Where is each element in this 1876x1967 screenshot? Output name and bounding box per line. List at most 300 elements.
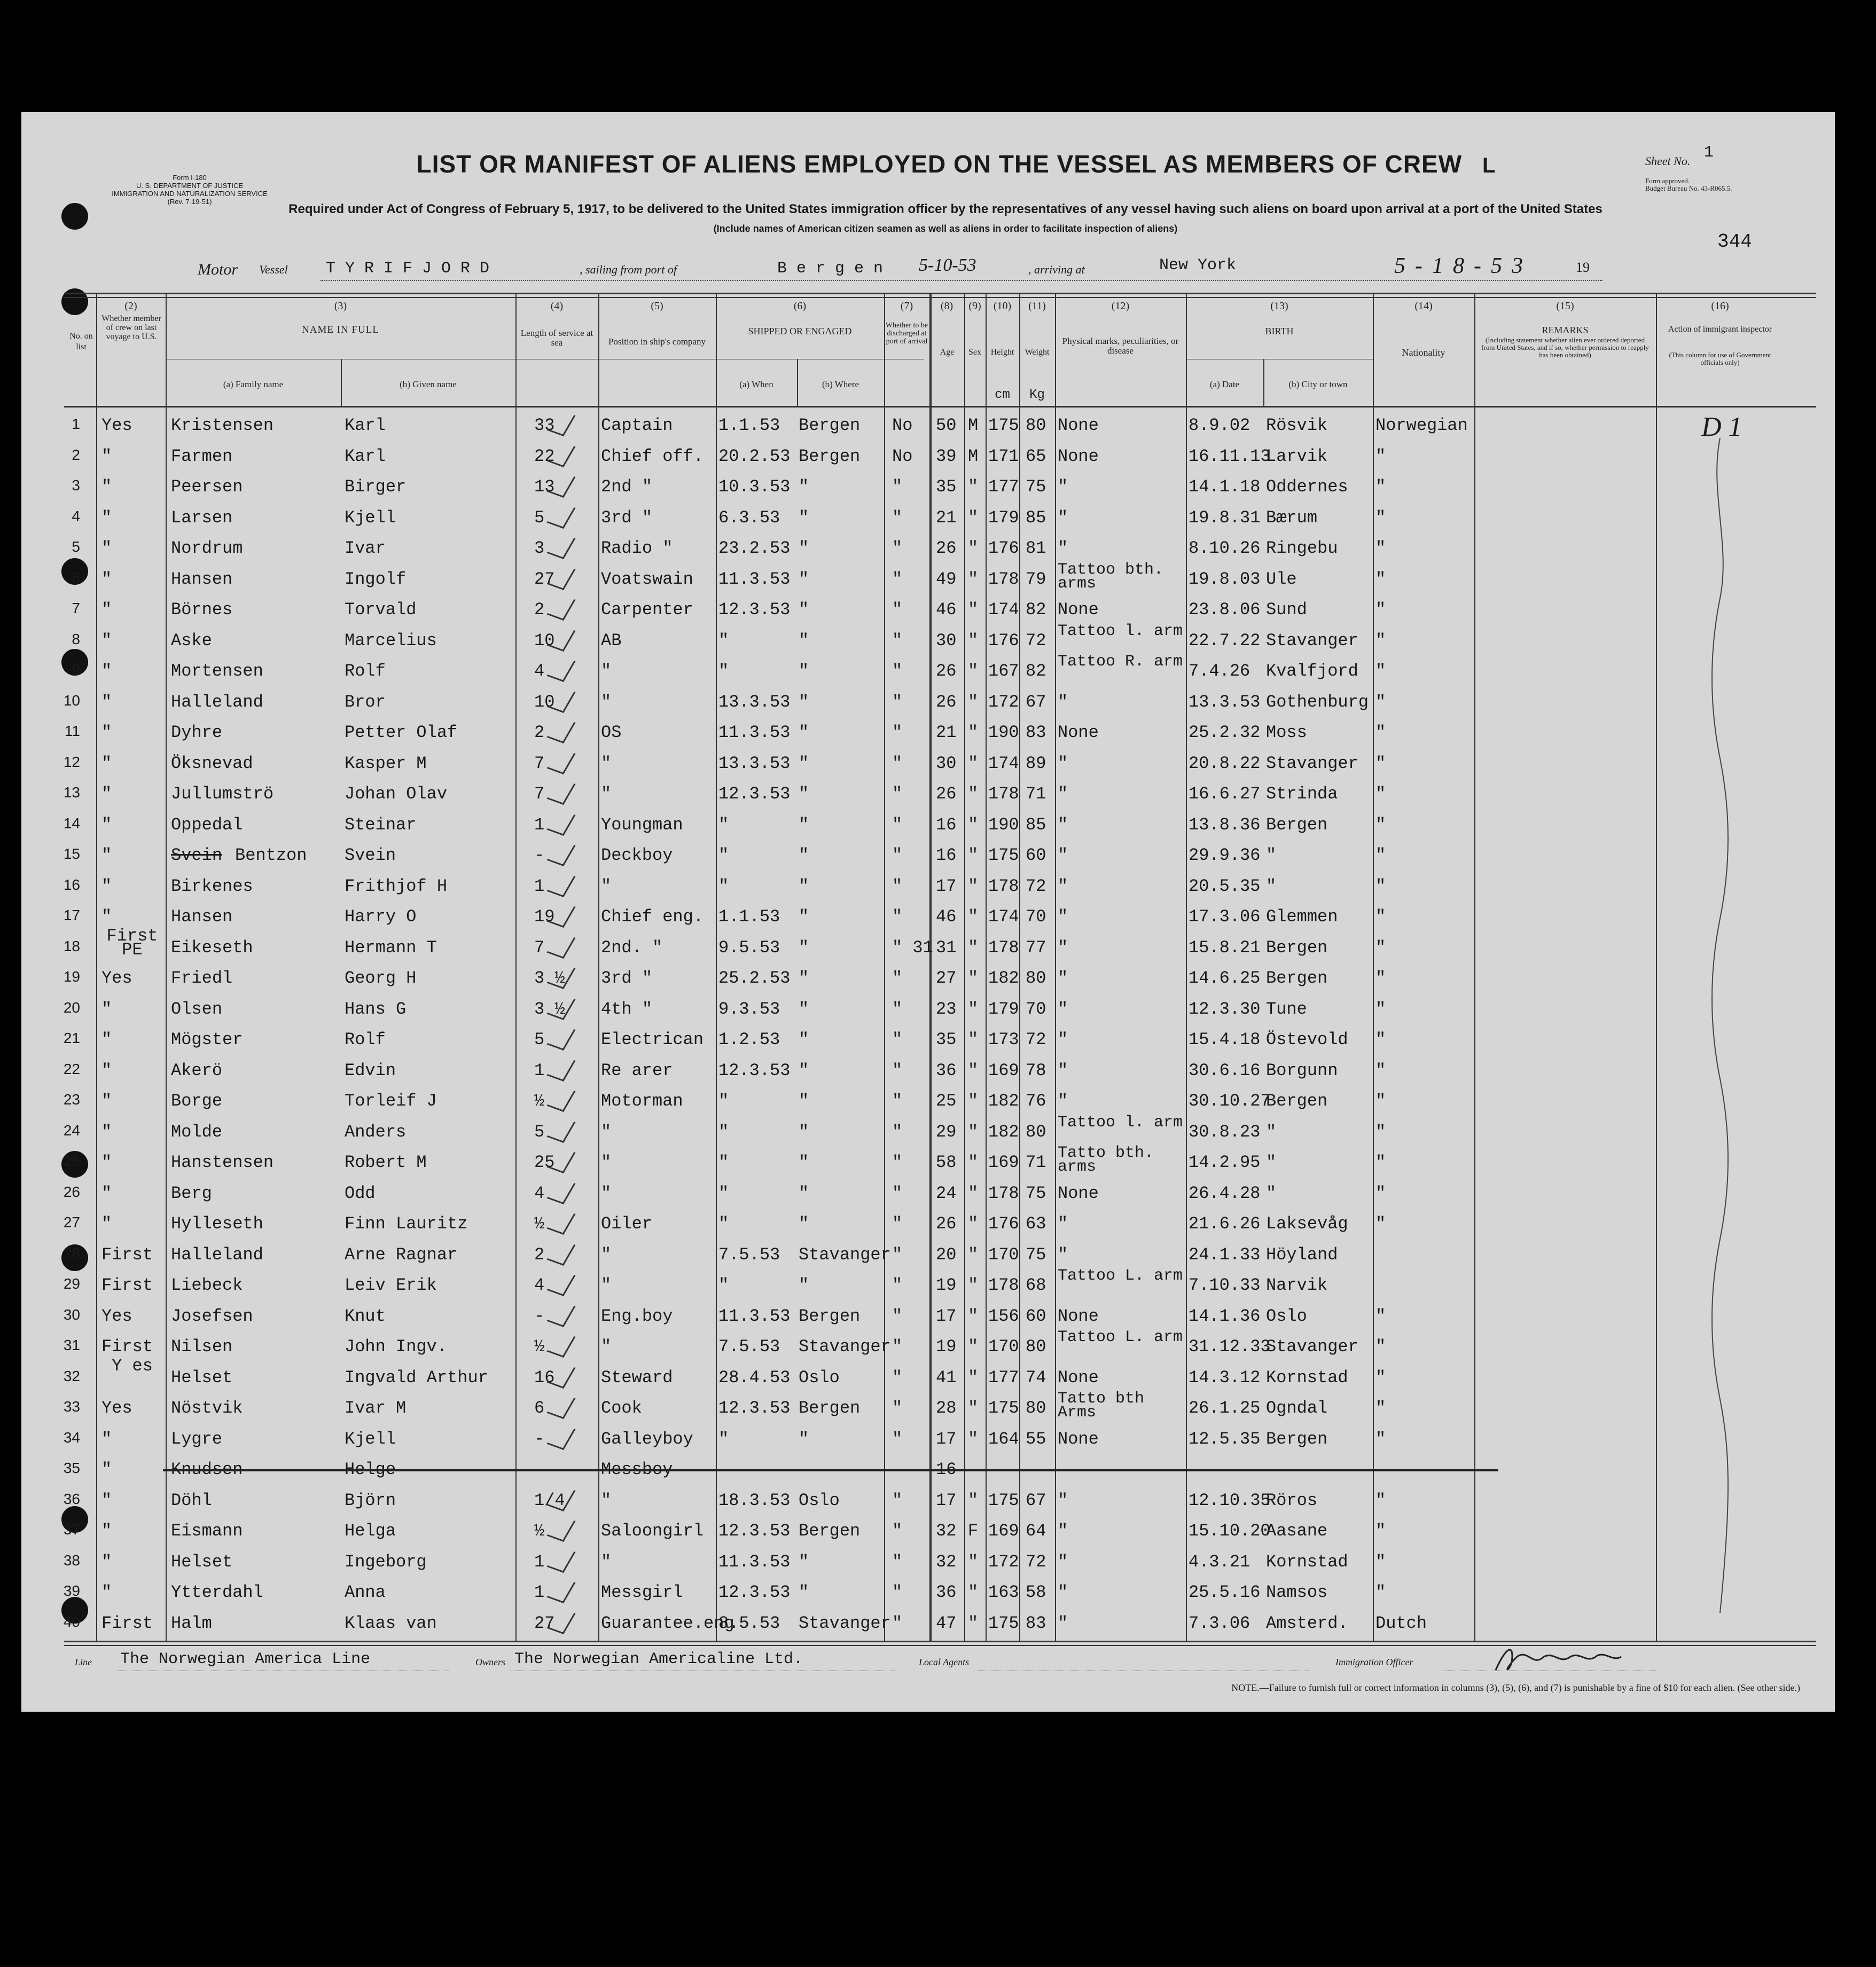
family-name-cell: Nordrum [171,538,243,558]
engaged-where-cell: " [799,1030,809,1049]
last-voyage-cell: " [101,1490,112,1510]
table-row [21,926,1835,964]
header-name: NAME IN FULL [302,324,379,335]
row-number: 6 [72,569,80,586]
age-cell: 27 [936,968,957,988]
discharged-cell: " [892,1183,903,1203]
discharged-cell: " [892,538,903,558]
engaged-where-cell: " [799,907,809,927]
nationality-cell: Dutch [1375,1613,1427,1633]
family-name-cell: Öksnevad [171,753,253,773]
line-label: Line [75,1657,92,1667]
given-name-cell: Ivar M [345,1398,407,1418]
height-cell: 164 [988,1429,1019,1449]
position-cell: " [601,1551,612,1572]
service-length-cell: 33 [534,416,555,435]
row-number: 2 [72,446,80,463]
departure-port: B e r g e n [777,260,884,278]
table-row [21,1025,1835,1056]
engaged-when-cell: 1.1.53 [718,416,780,435]
vessel-underline [321,280,1603,281]
age-cell: 36 [936,1060,957,1080]
sheet-number-field [1645,144,1714,170]
sex-cell: " [968,1613,979,1633]
family-name-cell: Lygre [171,1429,223,1449]
engaged-where-cell: " [799,661,809,681]
engaged-where-cell: " [799,876,809,896]
position-cell: Chief off. [601,446,704,466]
row-number: 4 [72,507,80,524]
physical-marks-cell: " [1058,1490,1068,1510]
birth-date-cell: 14.3.12 [1189,1367,1261,1388]
nationality-cell: " [1375,999,1386,1019]
table-row [21,595,1835,626]
given-name-cell: Kjell [345,507,396,528]
manifest-sheet [21,112,1835,1712]
family-name-cell: Liebeck [171,1275,243,1295]
discharged-cell: " [892,1244,903,1265]
sheet-label: Sheet No. [1645,154,1691,168]
birth-city-cell: Rösvik [1266,416,1328,435]
row-number: 1 [72,416,80,432]
row-number: 29 [63,1275,80,1292]
service-length-cell: 2 [534,600,545,620]
family-name-cell: Peersen [171,477,243,497]
header-age: Age [940,348,955,357]
weight-cell: 76 [1026,1091,1046,1111]
row-number: 8 [72,630,80,647]
table-row [21,504,1835,534]
sex-cell: " [968,1091,979,1111]
engaged-when-cell: 28.4.53 [718,1367,791,1388]
engaged-when-cell: 12.3.53 [718,784,791,804]
age-cell: 35 [936,477,957,497]
height-cell: 170 [988,1244,1019,1265]
height-cell: 170 [988,1337,1019,1357]
given-name-cell: Kasper M [345,753,427,773]
service-length-cell: ½ [534,1091,545,1111]
height-cell: 171 [988,446,1019,466]
birth-city-cell: Kornstad [1266,1551,1348,1572]
physical-marks-cell: None [1058,1429,1099,1449]
position-cell: Carpenter [601,600,693,620]
sex-cell: " [968,1214,979,1234]
header-weight: Weight [1025,348,1050,357]
engaged-when-cell: 6.3.53 [718,507,780,528]
age-cell: 46 [936,907,957,927]
age-cell: 16 [936,1460,957,1479]
family-name-cell: Halm [171,1613,212,1633]
given-name-cell: Ingolf [345,569,407,589]
last-voyage-cell: " [101,723,112,742]
col-number: (14) [1414,300,1433,312]
height-cell: 156 [988,1306,1019,1326]
age-cell: 26 [936,538,957,558]
service-length-cell: 5 [534,507,545,528]
service-length-cell: 6 [534,1398,545,1418]
row-number: 7 [72,600,80,616]
family-name-cell: Olsen [171,999,223,1019]
height-cell: 175 [988,1613,1019,1633]
header-action: Action of immigrant inspector [1668,325,1772,334]
given-name-cell: Robert M [345,1153,427,1172]
position-cell: Messboy [601,1460,673,1479]
discharged-cell: " [892,1122,903,1142]
age-cell: 29 [936,1122,957,1142]
discharged-cell: " [892,1582,903,1602]
header-cm: cm [995,388,1010,402]
discharged-cell: " [892,1091,903,1111]
engaged-where-cell: Bergen [799,446,861,466]
row-number: 35 [63,1460,80,1476]
sex-cell: " [968,968,979,988]
last-voyage-cell: First PE [106,926,158,960]
header-kg: Kg [1029,388,1045,402]
birth-date-cell: 13.8.36 [1189,814,1261,835]
physical-marks-cell: " [1058,1030,1068,1049]
engaged-where-cell: Bergen [799,1398,861,1418]
row-number: 40 [63,1613,80,1630]
height-cell: 178 [988,1183,1019,1203]
height-cell: 176 [988,1214,1019,1234]
given-name-cell: Kjell [345,1429,396,1449]
height-cell: 178 [988,784,1019,804]
family-name-cell: Mortensen [171,661,263,681]
inspector-mark: D 1 [1701,412,1742,442]
weight-cell: 55 [1026,1429,1046,1449]
weight-cell: 82 [1026,661,1046,681]
table-row [21,780,1835,810]
birth-date-cell: 7.4.26 [1189,661,1250,681]
sex-cell: " [968,1060,979,1080]
row-number: 31 [63,1337,80,1353]
birth-date-cell: 19.8.31 [1189,507,1261,528]
table-row [21,653,1835,687]
discharged-cell: " [892,1275,903,1295]
nationality-cell: " [1375,446,1386,466]
header-bottom-rule [64,406,1816,407]
position-cell: 2nd " [601,477,653,497]
discharged-cell: " [892,723,903,742]
position-cell: 2nd. " [601,937,663,958]
last-voyage-cell: " [101,1122,112,1142]
physical-marks-cell: None [1058,1306,1099,1326]
row-number: 5 [72,538,80,555]
age-cell: 31 [936,937,957,958]
engaged-when-cell: 20.2.53 [718,446,791,466]
weight-cell: 72 [1026,876,1046,896]
physical-marks-cell: None [1058,416,1099,435]
birth-date-cell: 15.10.20 [1189,1521,1271,1541]
row-number: 16 [63,876,80,893]
weight-cell: 74 [1026,1367,1046,1388]
birth-date-cell: 31.12.33 [1189,1337,1271,1357]
birth-city-cell: Moss [1266,723,1307,742]
service-length-cell: 1 [534,876,545,896]
last-voyage-cell: " [101,1551,112,1572]
discharged-cell: " [892,1429,903,1449]
given-name-cell: Ingvald Arthur [345,1367,488,1388]
discharged-cell: No [892,446,913,466]
engaged-where-cell: " [799,784,809,804]
row-number: 28 [63,1244,80,1261]
last-voyage-cell: Yes [101,1306,132,1326]
col-number: (12) [1111,300,1130,312]
engaged-where-cell: " [799,569,809,589]
age-cell: 58 [936,1153,957,1172]
budget-bureau: Budget Bureau No. 43-R065.5. [1645,184,1732,192]
age-cell: 30 [936,630,957,651]
col-number: (13) [1270,300,1288,312]
engaged-where-cell: Bergen [799,1306,861,1326]
discharged-cell: " 31 [892,937,933,958]
birth-city-cell: Bergen [1266,937,1328,958]
header-length-service: Length of service at sea [520,328,593,348]
position-cell: Messgirl [601,1582,683,1602]
engaged-where-cell: " [799,1153,809,1172]
col-number: (7) [900,300,913,312]
last-voyage-cell: " [101,876,112,896]
birth-city-cell: Ule [1266,569,1297,589]
service-length-cell: 7 [534,753,545,773]
position-cell: Oiler [601,1214,653,1234]
physical-marks-cell: " [1058,845,1068,865]
discharged-cell: " [892,814,903,835]
nationality-cell: " [1375,1367,1386,1388]
birth-date-cell: 17.3.06 [1189,907,1261,927]
nationality-cell: " [1375,723,1386,742]
footer-note: NOTE.—Failure to furnish full or correct information in columns (3), (5), (6), and (7) is punishable by a fine of $10 for each alien. (See other side.) [1231,1682,1800,1693]
age-cell: 32 [936,1551,957,1572]
age-cell: 25 [936,1091,957,1111]
engaged-when-cell: 1.2.53 [718,1030,780,1049]
arriving-label: , arriving at [1028,263,1085,276]
birth-date-cell: 8.10.26 [1189,538,1261,558]
birth-date-cell: 30.10.27 [1189,1091,1271,1111]
birth-date-cell: 16.11.13 [1189,446,1271,466]
header-nationality: Nationality [1402,347,1445,358]
given-name-cell: Helge [345,1460,396,1479]
weight-cell: 72 [1026,630,1046,651]
last-voyage-cell: " [101,1582,112,1602]
family-name-cell: Helset [171,1367,233,1388]
nationality-cell: " [1375,1030,1386,1049]
engaged-where-cell: " [799,814,809,835]
engaged-when-cell: " [718,1214,729,1234]
birth-date-cell: 29.9.36 [1189,845,1261,865]
nationality-cell: " [1375,968,1386,988]
table-row [21,903,1835,933]
discharged-cell: " [892,907,903,927]
physical-marks-cell: Tattoo bth. arms [1058,560,1164,593]
physical-marks-cell: " [1058,1521,1068,1541]
last-voyage-cell: Y es [112,1355,153,1376]
service-length-cell: 22 [534,446,555,466]
discharged-cell: " [892,477,903,497]
row-number: 30 [63,1306,80,1323]
family-name-cell: Larsen [171,507,233,528]
birth-city-cell: Bergen [1266,1429,1328,1449]
family-name-cell: Farmen [171,446,233,466]
engaged-when-cell: 11.3.53 [718,1306,791,1326]
engaged-when-cell: " [718,630,729,651]
physical-marks-cell: None [1058,1367,1099,1388]
sex-cell: " [968,569,979,589]
officer-signature [1485,1641,1624,1678]
row-number: 27 [63,1214,80,1231]
age-cell: 21 [936,507,957,528]
age-cell: 26 [936,784,957,804]
weight-cell: 82 [1026,600,1046,620]
sex-cell: " [968,1183,979,1203]
service-length-cell: 5 [534,1122,545,1142]
engaged-where-cell: " [799,753,809,773]
age-cell: 17 [936,876,957,896]
engaged-where-cell: " [799,999,809,1019]
physical-marks-cell: Tattoo l. arm [1058,622,1183,640]
header-shipped: SHIPPED OR ENGAGED [748,326,852,336]
position-cell: " [601,1244,612,1265]
age-cell: 20 [936,1244,957,1265]
age-cell: 36 [936,1582,957,1602]
birth-date-cell: 15.8.21 [1189,937,1261,958]
engaged-when-cell: " [718,1275,729,1295]
row-number: 11 [64,723,80,739]
given-name-cell: Steinar [345,814,417,835]
engaged-when-cell: " [718,845,729,865]
birth-city-cell: Oddernes [1266,477,1348,497]
nationality-cell: " [1375,1060,1386,1080]
sex-cell: " [968,876,979,896]
service-length-cell: - [534,1306,545,1326]
height-cell: 163 [988,1582,1019,1602]
age-cell: 19 [936,1275,957,1295]
discharged-cell: " [892,845,903,865]
age-cell: 26 [936,692,957,712]
family-name-cell: Aske [171,630,212,651]
position-cell: Eng.boy [601,1306,673,1326]
engaged-where-cell: " [799,630,809,651]
height-cell: 190 [988,814,1019,835]
birth-date-cell: 7.10.33 [1189,1275,1261,1295]
given-name-cell: Rolf [345,661,386,681]
table-row [21,841,1835,872]
col-number: (15) [1556,300,1574,312]
weight-cell: 60 [1026,845,1046,865]
height-cell: 175 [988,416,1019,435]
birth-date-cell: 14.1.36 [1189,1306,1261,1326]
sex-cell: " [968,1153,979,1172]
birth-date-cell: 25.2.32 [1189,723,1261,742]
service-length-cell: 19 [534,907,555,927]
family-name-cell: Oppedal [171,814,243,835]
table-row [21,688,1835,718]
physical-marks-cell: " [1058,876,1068,896]
birth-date-cell: 7.3.06 [1189,1613,1250,1633]
row-number: 22 [63,1060,80,1077]
sex-cell: " [968,753,979,773]
sex-cell: " [968,784,979,804]
birth-date-cell: 30.6.16 [1189,1060,1261,1080]
form-approval [1645,177,1732,192]
family-name-cell: Börnes [171,600,233,620]
title-mark: L [1482,154,1496,177]
physical-marks-cell: " [1058,538,1068,558]
engaged-where-cell: " [799,1091,809,1111]
engaged-when-cell: " [718,1183,729,1203]
position-cell: Motorman [601,1091,683,1111]
discharged-cell: " [892,1306,903,1326]
engaged-where-cell: " [799,1551,809,1572]
discharged-cell: " [892,600,903,620]
table-row [21,995,1835,1025]
given-name-cell: Birger [345,477,407,497]
engaged-where-cell: " [799,1214,809,1234]
engaged-when-cell: 10.3.53 [718,477,791,497]
family-name-cell: Bentzon [235,845,307,865]
header-last-voyage: Whether member of crew on last voyage to U.S. [101,314,161,341]
row-number: 36 [63,1490,80,1507]
height-cell: 190 [988,723,1019,742]
physical-marks-cell: Tatto bth. arms [1058,1144,1154,1176]
last-voyage-cell: " [101,507,112,528]
header-position: Position in ship's company [608,336,706,347]
height-cell: 172 [988,1551,1019,1572]
discharged-cell: " [892,999,903,1019]
sex-cell: " [968,538,979,558]
discharged-cell: " [892,1214,903,1234]
birth-city-cell: Namsos [1266,1582,1328,1602]
age-cell: 49 [936,569,957,589]
discharged-cell: " [892,692,903,712]
age-cell: 35 [936,1030,957,1049]
engaged-when-cell: 12.3.53 [718,600,791,620]
discharged-cell: " [892,1153,903,1172]
owners-label: Owners [475,1657,506,1667]
given-name-cell: Anna [345,1582,386,1602]
table-row [21,1210,1835,1240]
nationality-cell: " [1375,907,1386,927]
table-row [21,1609,1835,1640]
engaged-when-cell: 12.3.53 [718,1582,791,1602]
last-voyage-cell: " [101,1521,112,1541]
engaged-when-cell: 11.3.53 [718,1551,791,1572]
engaged-when-cell: 18.3.53 [718,1490,791,1510]
weight-cell: 70 [1026,907,1046,927]
engaged-when-cell: " [718,1429,729,1449]
engaged-where-cell: " [799,600,809,620]
sex-cell: F [968,1521,979,1541]
header-no-on-list: No. on list [69,332,93,351]
weight-cell: 75 [1026,1183,1046,1203]
engaged-when-cell: 25.2.53 [718,968,791,988]
title-text: LIST OR MANIFEST OF ALIENS EMPLOYED ON THE VESSEL AS MEMBERS OF CREW [416,150,1463,178]
service-length-cell: ½ [534,1521,545,1541]
engaged-where-cell: " [799,723,809,742]
last-voyage-cell: " [101,600,112,620]
height-cell: 175 [988,1490,1019,1510]
given-name-cell: Leiv Erik [345,1275,437,1295]
position-cell: Captain [601,416,673,435]
birth-city-cell: Borgunn [1266,1060,1338,1080]
age-cell: 26 [936,661,957,681]
height-cell: 178 [988,569,1019,589]
engaged-when-cell: 12.3.53 [718,1398,791,1418]
service-length-cell: 3 [534,538,545,558]
footer [75,1650,1811,1682]
birth-date-cell: 14.6.25 [1189,968,1261,988]
sex-cell: " [968,1429,979,1449]
